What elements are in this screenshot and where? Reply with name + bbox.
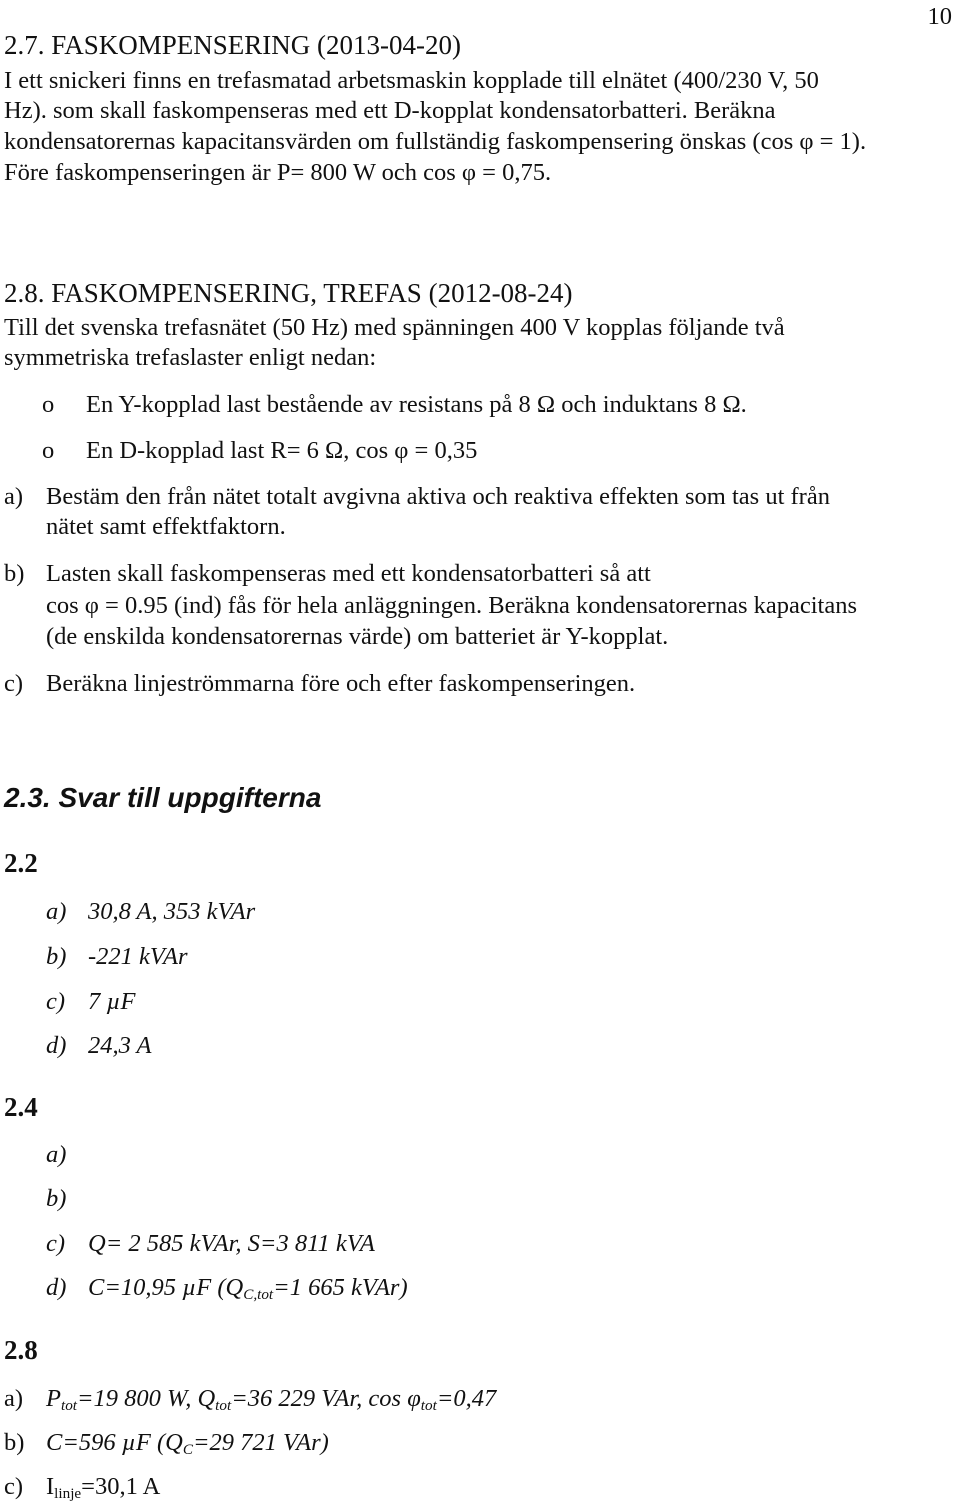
answer-item: [46, 1229, 375, 1259]
answer-label: a): [4, 1385, 24, 1412]
section-2-7-line-4: Före faskompenseringen är P= 800 W och cos φ = 0,75.: [4, 159, 552, 186]
answer-text: =29 721 VAr): [192, 1429, 329, 1456]
section-2-8-intro-1: Till det svenska trefasnätet (50 Hz) med spänningen 400 V kopplas följande två: [4, 314, 785, 341]
question-b-line-2: cos φ = 0.95 (ind) fås för hela anläggningen. Beräkna kondensatorernas kapacitans: [46, 592, 858, 619]
subscript: tot: [420, 1397, 437, 1414]
question-b: [4, 559, 651, 589]
answer-label: d): [46, 1274, 67, 1301]
answer-text: C=596 µF (Q: [46, 1429, 183, 1456]
section-2-8-heading: 2.8. FASKOMPENSERING, TREFAS (2012-08-24): [4, 278, 573, 308]
section-2-7-line-3: kondensatorernas kapacitansvärden om fullständig faskompensering önskas (cos φ = 1).: [4, 128, 867, 155]
bullet-text: En D-kopplad last R= 6 Ω, cos φ = 0,35: [86, 437, 478, 464]
subscript: linje: [54, 1485, 82, 1502]
answer-item: [46, 897, 255, 927]
question-b-line-3: (de enskilda kondensatorernas värde) om batteriet är Y-kopplat.: [46, 623, 669, 650]
answer-text: P: [46, 1385, 61, 1412]
subscript: tot: [215, 1397, 232, 1414]
answer-text: C=10,95 µF (Q: [88, 1274, 244, 1301]
answer-label: a): [46, 1141, 67, 1168]
question-text: Bestäm den från nätet totalt avgivna aktiva och reaktiva effekten som tas ut från: [46, 483, 830, 510]
answer-label: d): [46, 1032, 67, 1059]
question-a: [4, 482, 830, 512]
answer-item: [46, 987, 135, 1017]
section-2-7-line-2: Hz). som skall faskompenseras med ett D-kopplat kondensatorbatteri. Beräkna: [4, 97, 776, 124]
question-a-line-2: nätet samt effektfaktorn.: [46, 513, 286, 540]
question-text: Beräkna linjeströmmarna före och efter faskompenseringen.: [46, 670, 636, 697]
answer-label: c): [46, 988, 66, 1015]
subscript: C: [182, 1441, 193, 1458]
answer-label: c): [46, 1230, 66, 1257]
subscript: C,tot: [243, 1286, 274, 1303]
section-2-7-line-1: I ett snickeri finns en trefasmatad arbetsmaskin kopplade till elnätet (400/230 V, 50: [4, 67, 819, 94]
answer-label: b): [4, 1429, 25, 1456]
question-label: a): [4, 483, 24, 510]
answer-text: 24,3 A: [88, 1032, 152, 1059]
answer-text: 7 µF: [88, 988, 136, 1015]
answer-item: [4, 1428, 329, 1465]
section-2-7-heading: 2.7. FASKOMPENSERING (2013-04-20): [4, 30, 462, 60]
question-text: Lasten skall faskompenseras med ett kondensatorbatteri så att: [46, 560, 651, 587]
bullet-marker: o: [42, 391, 55, 418]
subscript: tot: [60, 1397, 78, 1414]
bullet-marker: o: [42, 437, 55, 464]
answer-text: Q= 2 585 kVAr, S=3 811 kVA: [88, 1230, 375, 1257]
answer-text: I: [46, 1473, 55, 1500]
answer-text: -221 kVAr: [88, 943, 188, 970]
answer-item: [4, 1384, 496, 1421]
question-label: c): [4, 670, 24, 697]
answers-2-4-title: 2.4: [4, 1092, 38, 1122]
answer-item: [46, 1184, 88, 1214]
answer-text: =19 800 W, Q: [77, 1385, 216, 1412]
answer-item: [46, 1273, 408, 1310]
answers-2-8-title: 2.8: [4, 1335, 38, 1365]
page-number: 10: [927, 3, 952, 30]
bullet-text: En Y-kopplad last bestående av resistans på 8 Ω och induktans 8 Ω.: [86, 391, 747, 418]
answer-label: b): [46, 1185, 67, 1212]
answer-label: a): [46, 898, 67, 925]
bullet-item: [42, 390, 747, 420]
question-label: b): [4, 560, 25, 587]
answer-text: =1 665 kVAr): [273, 1274, 408, 1301]
answer-item: [46, 942, 188, 972]
section-2-8-intro-2: symmetriska trefaslaster enligt nedan:: [4, 344, 377, 371]
bullet-item: [42, 436, 477, 466]
answer-label: b): [46, 943, 67, 970]
answers-heading: 2.3. Svar till uppgifterna: [4, 782, 322, 813]
answer-item: [46, 1140, 88, 1170]
answers-2-2-title: 2.2: [4, 848, 38, 878]
answer-text: =36 229 VAr, cos φ: [231, 1385, 421, 1412]
answer-item: [46, 1031, 152, 1061]
question-c: [4, 669, 635, 699]
answer-item: [4, 1472, 160, 1509]
answer-text: 30,8 A, 353 kVAr: [88, 898, 256, 925]
answer-text: =30,1 A: [81, 1473, 161, 1500]
answer-label: c): [4, 1473, 24, 1500]
answer-text: =0,47: [436, 1385, 497, 1412]
